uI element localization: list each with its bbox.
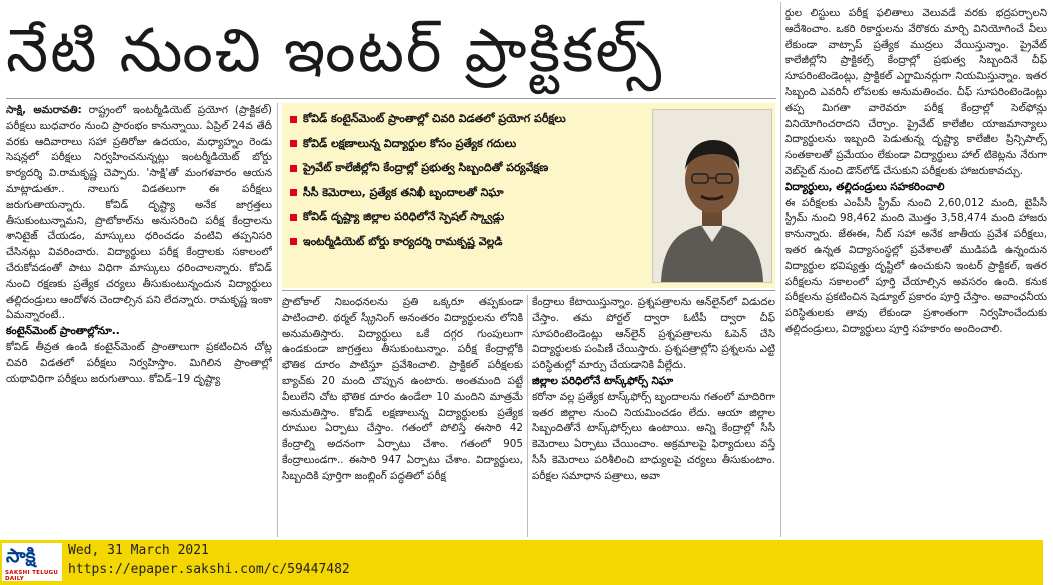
epaper-link[interactable]: https://epaper.sakshi.com/c/59447482 [68,562,350,577]
highlights-list [290,111,640,259]
bullet-square-icon [290,214,297,221]
highlights-box [282,103,775,288]
logo-text: సాక్షి [6,545,36,567]
sakshi-logo[interactable] [2,543,62,581]
byline: సాక్షి, అమరావతి: [6,104,82,116]
box-bottom-rule [282,290,775,291]
column-1-paragraph-1 [6,103,272,324]
column-3-paragraph-2: కరోనా వల్ల ప్రత్యేక టాస్క్‌ఫోర్స్ బృందాలను గతంలో మాదిరిగా ఇతర జిల్లాల నుంచి నియమించడం లేదు. ఆయా జిల్లాల సిబ్బందితోనే టాస్క్‌ఫోర్స్‌లు ఉంటాయి. అన్ని కేంద్రాల్లో సీసీ కెమెరాలు ఏర్పాటు చేయించాం. అక్రమాలపై ఫిర్యాదులు వస్తే సీసీ కెమెరాలు పరిశీలించి బాధ్యులపై చర్యలు తీసుకుంటాం. పరీక్షల సమాధాన పత్రాలు, అవా [532,390,775,482]
bullet-square-icon [290,165,297,172]
article-column-4 [785,6,1047,537]
sub-heading-containment: కంటైన్‌మెంట్ ప్రాంతాల్లోనూ.. [6,325,120,338]
highlight-item: ఇంటర్మీడియెట్ బోర్డు కార్యదర్శి రామకృష్ణ వెల్లడి [290,234,640,249]
bullet-square-icon [290,238,297,245]
footer-bar [0,540,1053,585]
sub-heading-cooperation: విద్యార్థులు, తల్లిదండ్రులు సహకరించాలి [785,180,945,193]
column-4-paragraph-2: ఈ పరీక్షలకు ఎంపీసీ స్ట్రీమ్ నుంచి 2,60,012 మంది, బైపీసీ స్ట్రీమ్ నుంచి 98,462 మంది మొత్తం 3,58,474 మంది హాజరు కానున్నారు. జేఈఈ, నీట్ సహా అనేక జాతీయ ప్రవేశ పరీక్షలు, ఇతర ఉన్నత విద్యాసంస్థల్లో ప్రవేశాలతో ముడిపడి ఉన్నందున విద్యార్థుల భవిష్యత్తు దృష్టిలో ఉంచుకుని ఇంటర్ ప్రాక్టికల్, ఇతర పరీక్షలను సకాలంలో పూర్తి చేయాల్సిన అవసరం ఉంది. కనుక పరీక్షలను ప్రకటించిన షెడ్యూల్ ప్రకారం పూర్తి చేస్తాం. అవాంఛనీయ పరిస్థితులకు తావు లేకుండా ప్రశాంతంగా నిర్వహించేందుకు తల్లిదండ్రులు, విద్యార్థులు పూర్తి సహకారం అందించాలి. [785,196,1047,335]
bullet-square-icon [290,116,297,123]
logo-tagline: SAKSHI TELUGU DAILY [5,570,59,582]
article-column-2 [282,295,523,537]
highlight-item: కోవిడ్ కంటైన్‌మెంట్ ప్రాంతాల్లో చివరి విడతలో ప్రయోగ పరీక్షలు [290,111,640,126]
article-column-1 [6,103,272,537]
column-1-paragraph-2: కోవిడ్ తీవ్రత ఉండి కంటైన్‌మెంట్ ప్రాంతాలుగా ప్రకటించిన చోట్ల చివరి విడతలో పరీక్షలు నిర్వహిస్తాం. మిగిలిన ప్రాంతాల్లో యథావిధిగా పరీక్షలు జరుగుతాయి. కోవిడ్–19 దృష్ట్యా [6,340,272,385]
column-divider-1 [277,103,278,537]
headline-rule [6,98,776,99]
column-1-text-1: రాష్ట్రంలో ఇంటర్మీడియెట్ ప్రయోగ (ప్రాక్టికల్) పరీక్షలు బుధవారం నుంచి ప్రారంభం కానున్నాయి. ఏప్రిల్ 24వ తేదీ వరకు ఆదివారాలు సహా ప్రతిరోజు ఉదయం, మధ్యాహ్నం రెండు సెషన్లలో పరీక్షలు నిర్వహించనున్నట్లు ఇంటర్మీడియెట్ బోర్డు కార్యదర్శి వి.రామకృష్ణ చెప్పారు. 'సాక్షి'తో మంగళవారం ఆయన మాట్లాడుతూ.. నాలుగు విడతలుగా ఈ పరీక్షలు జరుగుతాయన్నారు. కోవిడ్ దృష్ట్యా అనేక జాగ్రత్తలు తీసుకుంటున్నామని, ప్రొటోకాల్‌ను అనుసరించి పరీక్ష కేంద్రాలను శానిటైజ్ చేయడం, మాస్కులు ధరించడం వంటివి తప్పనిసరి చేసినట్లు వివరించారు. విద్యార్థులు పరీక్ష కేంద్రాలకు సకాలంలో చేరుకోవడంతో పాటు విధిగా మాస్కులు ధరించాలన్నారు. కోవిడ్ నుంచి రక్షణకు ప్రత్యేక చర్యలు తీసుకుంటున్నందున విద్యార్థులు తల్లిదండ్రులు ఆందోళన చెందాల్సిన పని లేదన్నారు. రామకృష్ణ ఇంకా ఏమన్నారంటే.. [6,104,272,322]
bullet-square-icon [290,189,297,196]
sub-heading-taskforce: జిల్లాల పరిధిలోనే టాస్క్‌ఫోర్స్ నిఘా [532,374,674,387]
highlight-item: కోవిడ్ దృష్ట్యా జిల్లాల పరిధిలోనే స్పెషల్ స్క్వాడ్లు [290,209,640,224]
portrait-illustration [653,110,771,282]
column-4-paragraph-1: ర్డుల లిస్టులు పరీక్ష ఫలితాలు వెలువడే వరకు భద్రపర్చాలని ఆదేశించాం. ఒకరి రికార్డులను వేరొకరు మార్చి వినియోగించే వీలు లేకుండా వాట్సాప్ ప్రత్యేక ముద్రలు వేయిస్తున్నాం. ప్రైవేట్ కాలేజీల్లోని ప్రాక్టికల్స్ కేంద్రాల్లో ప్రభుత్వ సిబ్బందినే చీఫ్ సూపరింటెండెంట్లు, ప్రాక్టికల్ ఎగ్జామినర్లుగా నియమిస్తున్నాం. ఇతర సిబ్బంది ఎవరినీ లోపలకు అనుమతించం. చీఫ్ సూపరింటెండెంట్లు తప్ప మిగతా వారెవరూ పరీక్ష కేంద్రాల్లో సెల్‌ఫోన్లు వినియోగించరాదని చేర్చాం. ప్రైవేట్ కాలేజీల యాజమాన్యాలు విద్యార్థులను ఇబ్బంది పెడుతున్న దృష్ట్యా కాలేజీల ప్రిన్సిపాల్స్ సంతకాలతో ప్రమేయం లేకుండా విద్యార్థులు హాల్ టికెట్లను నేరుగా వెబ్‌సైట్ నుంచి డౌన్‌లోడ్ చేసుకుని పరీక్షలకు హాజరుకావచ్చు. [785,7,1047,177]
highlight-item: ప్రైవేట్ కాలేజీల్లోని కేంద్రాల్లో ప్రభుత్వ సిబ్బందితో పర్యవేక్షణ [290,160,640,175]
column-divider-2 [527,295,528,537]
footer-corner [1043,540,1053,585]
bullet-square-icon [290,140,297,147]
column-2-paragraph: ప్రొటోకాల్ నిబంధనలను ప్రతి ఒక్కరూ తప్పకుండా పాటించాలి. థర్మల్ స్క్రీనింగ్ అనంతరం విద్యార్థులను లోనికి అనుమతిస్తారు. విద్యార్థులు ఒకే దగ్గర గుంపులుగా ఉండకుండా జాగ్రత్తలు తీసుకుంటున్నాం. పరీక్ష కేంద్రాల్లోకి భౌతిక దూరం పాటిస్తూ ప్రవేశించాలి. ప్రాక్టికల్ పరీక్షలకు బ్యాచ్‌కు 20 మంది చొప్పున ఉంటారు. అంతమంది పట్టే వీలులేని చోట భౌతిక దూరం ఉండేలా 10 మందిని మాత్రమే అనుమతిస్తాం. కోవిడ్ లక్షణాలున్న విద్యార్థులకు ప్రత్యేక రూముల ఏర్పాటు చేస్తాం. గతంలో పోలిస్తే ఈసారి 42 కేంద్రాల్ని అదనంగా ఏర్పాటు చేశాం. గతంలో 905 కేంద్రాలుండగా.. ఈసారి 947 ఏర్పాటు చేశాం. విద్యార్థులు, సిబ్బందికి పూర్తిగా జంబ్లింగ్ పద్ధతిలో పరీక్ష [282,296,523,482]
highlight-item: సీసీ కెమెరాలు, ప్రత్యేక తనిఖీ బృందాలతో నిఘా [290,185,640,200]
column-divider-3 [780,2,781,537]
article-column-3 [532,295,775,537]
column-3-paragraph-1: కేంద్రాలు కేటాయిస్తున్నాం. ప్రశ్నపత్రాలను ఆన్‌లైన్‌లో విడుదల చేస్తాం. తమ పోర్టల్ ద్వారా ఓటీపీ ద్వారా చీఫ్ సూపరింటెండెంట్లు ఆన్‌లైన్ ప్రశ్నపత్రాలను ఓపెన్ చేసి విద్యార్థులకు పంపిణీ చేయిస్తారు. ప్రశ్నపత్రాల్లోని ప్రశ్నలను ఎట్టి పరిస్థితుల్లో మార్పు చేయడానికి వీల్లేదు. [532,296,775,372]
headline: నేటి నుంచి ఇంటర్ ప్రాక్టికల్స్ [6,16,664,86]
publication-date: Wed, 31 March 2021 [68,543,209,558]
highlight-item: కోవిడ్ లక్షణాలున్న విద్యార్థుల కోసం ప్రత్యేక గదులు [290,136,640,151]
portrait-photo [652,109,772,283]
